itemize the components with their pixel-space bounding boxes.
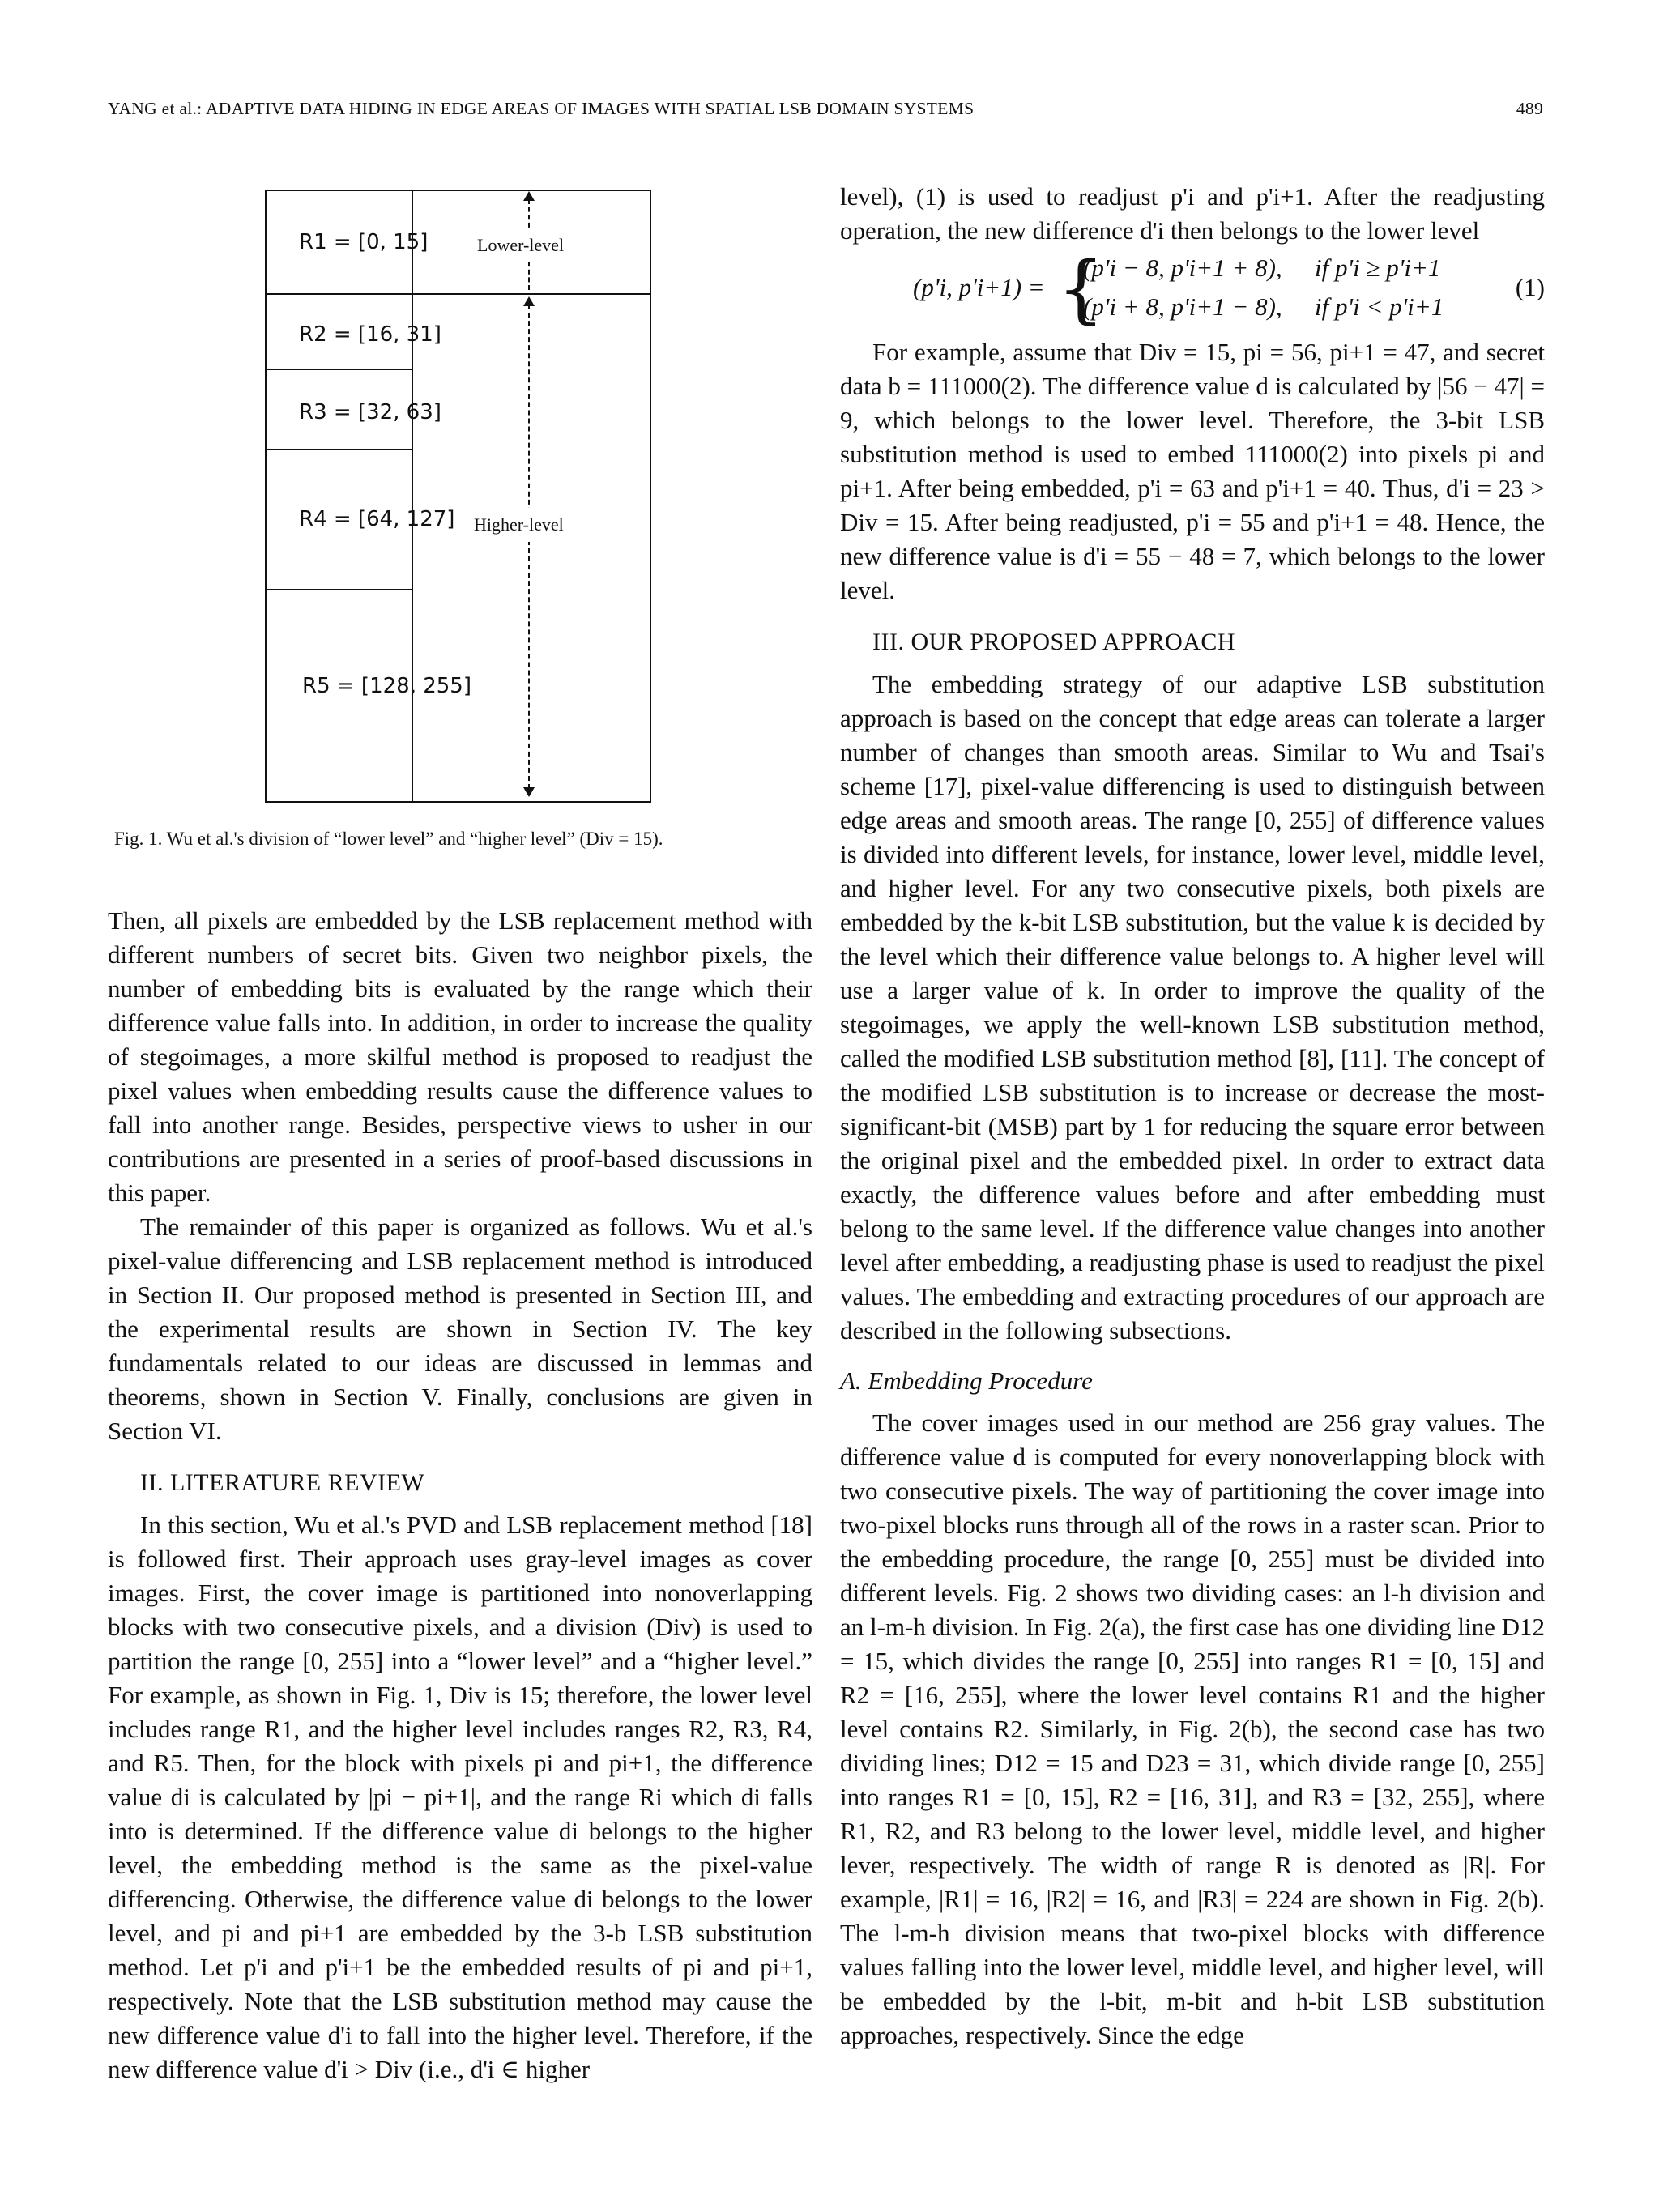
equation-lhs: (p'i, p'i+1) = <box>913 273 1045 301</box>
range-label-r1: R1 = [0, 15] <box>299 230 429 254</box>
lower-level-label: Lower-level <box>476 228 565 262</box>
equation-condition-1: if p'i ≥ p'i+1 <box>1315 254 1441 282</box>
paragraph: The cover images used in our method are 256 gray values. The difference value d is computed for every nonoverlapping block with two consecutive pixels. The way of partitioning the cover image into two-pixel blocks runs through all of the rows in a raster scan. Prior to the embedding procedure, the range [0, 255] must be divided into different levels. Fig. 2 shows two dividing cases: an l-h division and an l-m-h division. In Fig. 2(a), the first case has one dividing line D12 = 15, which divides the range [0, 255] into ranges R1 = [0, 15] and R2 = [16, 255], where the lower level contains R1 and the higher level contains R2. Similarly, in Fig. 2(b), the second case has two dividing lines; D12 = 15 and D23 = 31, which divide range [0, 255] into ranges R1 = [0, 15], R2 = [16, 31], and R3 = [32, 255], where R1, R2, and R3 belong to the lower level, middle level, and higher lever, respectively. The width of range R is denoted as |R|. For example, |R1| = 16, |R2| = 16, and |R3| = 224 are shown in Fig. 2(b). The l-m-h division means that two-pixel blocks with difference values falling into the lower level, middle level, and higher level, will be embedded by the l-bit, m-bit and h-bit LSB substitution approaches, respectively. Since the edge <box>840 1409 1545 2049</box>
figure-1-frame <box>265 190 651 803</box>
figure-1-row-line <box>265 369 412 370</box>
paragraph: In this section, Wu et al.'s PVD and LSB replacement method [18] is followed first. Their approach uses gray-level images as cover images. First, the cover image is partitioned into nonoverlapping blocks with two consecutive pixels, and a division (Div) is used to partition the range [0, 255] into a “lower level” and a “higher level.” For example, as shown in Fig. 1, Div is 15; therefore, the lower level includes range R1, and the higher level includes ranges R2, R3, R4, and R5. Then, for the block with pixels pi and pi+1, the difference value di is calculated by |pi − pi+1|, and the range Ri which di falls into is determined. If the difference value di belongs to the higher level, the embedding method is the same as the pixel-value differencing. Otherwise, the difference value di belongs to the lower level, and pi and pi+1 are embedded by the 3-b LSB substitution method. Let p'i and p'i+1 be the embedded results of pi and pi+1, respectively. Note that the LSB substitution method may cause the new difference value d'i to fall into the higher level. Therefore, if the new difference value d'i > Div (i.e., d'i ∈ higher <box>108 1511 812 2083</box>
figure-1-row-line <box>265 589 412 590</box>
paragraph: The embedding strategy of our adaptive LSB substitution approach is based on the concept that edge areas can tolerate a larger number of changes than smooth areas. Similar to Wu and Tsai's scheme [17], pixel-value differencing is used to distinguish between edge areas and smooth areas. The range [0, 255] of difference values is divided into different levels, for instance, lower level, middle level, and higher level. For any two consecutive pixels, both pixels are embedded by the k-bit LSB substitution, but the value k is decided by the level which their difference value belongs to. A higher level will use a larger value of k. In order to improve the quality of the stegoimages, we apply the well-known LSB substitution method, called the modified LSB substitution method [8], [11]. The concept of the modified LSB substitution is to increase or decrease the most-significant-bit (MSB) part by 1 for reducing the square error between the original pixel and the embedded pixel. In order to extract data exactly, the difference values before and after embedding must belong to the same level. If the difference value changes into another level after embedding, a readjusting phase is used to readjust the pixel values. The embedding and extracting procedures of our approach are described in the following subsections. <box>840 670 1545 1345</box>
range-label-r2: R2 = [16, 31] <box>299 322 441 347</box>
paragraph: Then, all pixels are embedded by the LSB replacement method with different numbers of secret bits. Given two neighbor pixels, the number of embedding bits is evaluated by the range which their difference value falls into. In addition, in order to increase the quality of stegoimages, a more skilful method is proposed to readjust the pixel values when embedding results cause the difference values to fall into another range. Besides, perspective views to usher in our contributions are presented in a series of proof-based discussions in this paper. <box>108 906 812 1207</box>
paragraph: For example, assume that Div = 15, pi = 56, pi+1 = 47, and secret data b = 111000(2). The difference value d is calculated by |56 − 47| = 9, which belongs to the lower level. Therefore, the 3-bit LSB substitution method is used to embed 111000(2) into pixels pi and pi+1. After being embedded, p'i = 63 and p'i+1 = 40. Thus, d'i = 23 > Div = 15. After being readjusted, p'i = 55 and p'i+1 = 48. Hence, the new difference value is d'i = 55 − 48 = 7, which belongs to the lower level. <box>840 338 1545 604</box>
section-title: II. LITERATURE REVIEW <box>140 1469 425 1496</box>
higher-level-arrow <box>528 305 530 789</box>
brace-icon: { <box>1057 245 1105 332</box>
running-header <box>108 99 1543 131</box>
arrow-down-icon <box>523 787 535 797</box>
left-column <box>108 180 812 2086</box>
equation-case-1: (p'i − 8, p'i+1 + 8), <box>1083 254 1282 282</box>
running-title: YANG et al.: ADAPTIVE DATA HIDING IN EDGE AREAS OF IMAGES WITH SPATIAL LSB DOMAIN SYSTEMS <box>108 99 975 118</box>
subsection-title: A. Embedding Procedure <box>840 1366 1093 1395</box>
page-number: 489 <box>1516 99 1543 118</box>
section-title: III. OUR PROPOSED APPROACH <box>872 629 1236 655</box>
range-label-r5: R5 = [128, 255] <box>302 674 471 698</box>
range-label-r3: R3 = [32, 63] <box>299 400 441 424</box>
figure-1-caption: Fig. 1. Wu et al.'s division of “lower level” and “higher level” (Div = 15). <box>114 829 663 849</box>
range-label-r4: R4 = [64, 127] <box>299 507 455 531</box>
paragraph: level), (1) is used to readjust p'i and p'i+1. After the readjusting operation, the new difference d'i then belongs to the lower level <box>840 182 1545 245</box>
figure-1 <box>108 180 812 884</box>
figure-1-row-line <box>265 293 651 295</box>
figure-1-divider <box>412 190 413 803</box>
higher-level-label: Higher-level <box>472 508 565 542</box>
right-column <box>840 180 1545 2052</box>
equation-case-2: (p'i + 8, p'i+1 − 8), <box>1083 292 1282 321</box>
paragraph: The remainder of this paper is organized as follows. Wu et al.'s pixel-value differencing and LSB replacement method is introduced in Section II. Our proposed method is presented in Section III, and the experimental results are shown in Section IV. The key fundamentals related to our ideas are discussed in lemmas and theorems, shown in Section V. Finally, conclusions are given in Section VI. <box>108 1213 812 1445</box>
equation-number: (1) <box>1515 273 1545 301</box>
equation-condition-2: if p'i < p'i+1 <box>1315 292 1444 321</box>
figure-1-row-line <box>265 449 412 450</box>
equation-1 <box>840 245 1545 335</box>
